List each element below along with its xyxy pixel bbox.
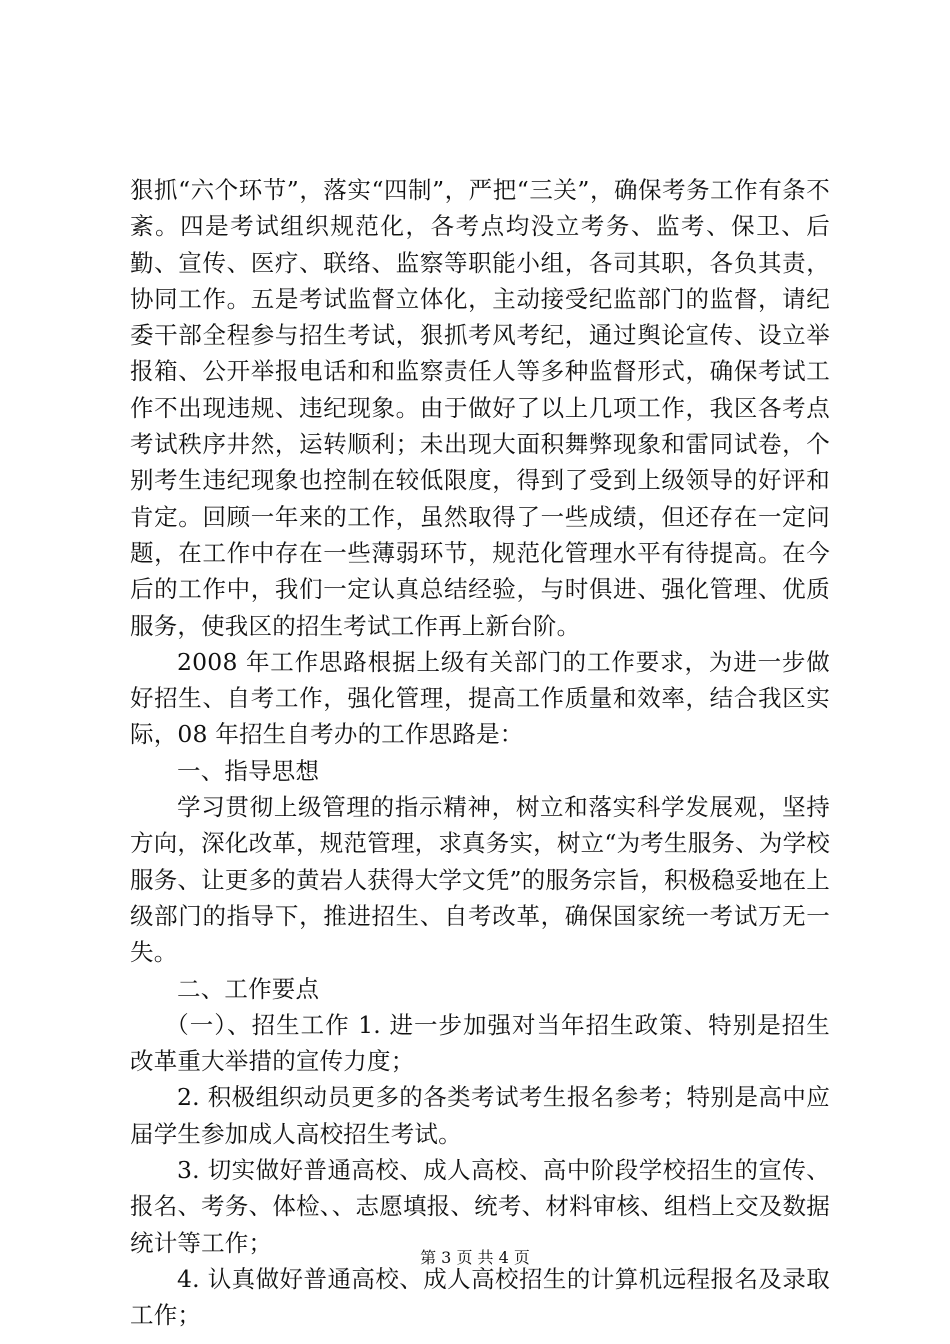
document-body [130, 172, 830, 1334]
paragraph-enrollment-item-2: 2. 积极组织动员更多的各类考试考生报名参考；特别是高中应届学生参加成人高校招生考试。 [130, 1083, 830, 1148]
paragraph-enrollment-item-1: （一）、招生工作 1. 进一步加强对当年招生政策、特别是招生改革重大举措的宣传力度； [130, 1010, 830, 1076]
heading-guiding-ideology: 一、指导思想 [177, 756, 320, 785]
paragraph-exam-work-summary: 狠抓“六个环节”，落实“四制”，严把“三关”，确保考务工作有条不紊。四是考试组织规范化，各考点均没立考务、监考、保卫、后勤、宣传、医疗、联络、监察等职能小组，各司其职，各负其责，协同工作。五是考试监督立体化，主动接受纪监部门的监督，请纪委干部全程参与招生考试，狠抓考风考纪，通过舆论宣传、设立举报箱、公开举报电话和和监察责任人等多种监督形式，确保考试工作不出现违规、违纪现象。由于做好了以上几项工作，我区各考点考试秩序井然，运转顺利；未出现大面积舞弊现象和雷同试卷，个别考生违纪现象也控制在较低限度，得到了受到上级领导的好评和肯定。回顾一年来的工作，虽然取得了一些成绩，但还存在一定问题，在工作中存在一些薄弱环节，规范化管理水平有待提高。在今后的工作中，我们一定认真总结经验，与时俱进、强化管理、优质服务，使我区的招生考试工作再上新台阶。 [130, 176, 830, 640]
paragraph-guiding-ideology: 学习贯彻上级管理的指示精神，树立和落实科学发展观，坚持方向，深化改革，规范管理，求真务实，树立“为考生服务、为学校服务、让更多的黄岩人获得大学文凭”的服务宗旨，积极稳妥地在上级部门的指导下，推进招生、自考改革，确保国家统一考试万无一失。 [130, 793, 830, 967]
paragraph-2008-work-plan: 2008 年工作思路根据上级有关部门的工作要求，为进一步做好招生、自考工作，强化管理，提高工作质量和效率，结合我区实际，08 年招生自考办的工作思路是： [130, 647, 830, 749]
paragraph-enrollment-item-4: 4. 认真做好普通高校、成人高校招生的计算机远程报名及录取工作； [130, 1264, 830, 1330]
heading-work-points: 二、工作要点 [177, 974, 320, 1003]
page-number-footer: 第 3 页 共 4 页 [420, 1248, 530, 1267]
paragraph-enrollment-item-3: 3. 切实做好普通高校、成人高校、高中阶段学校招生的宣传、报名、考务、体检、、志愿填报、统考、材料审核、组档上交及数据统计等工作； [130, 1156, 830, 1257]
